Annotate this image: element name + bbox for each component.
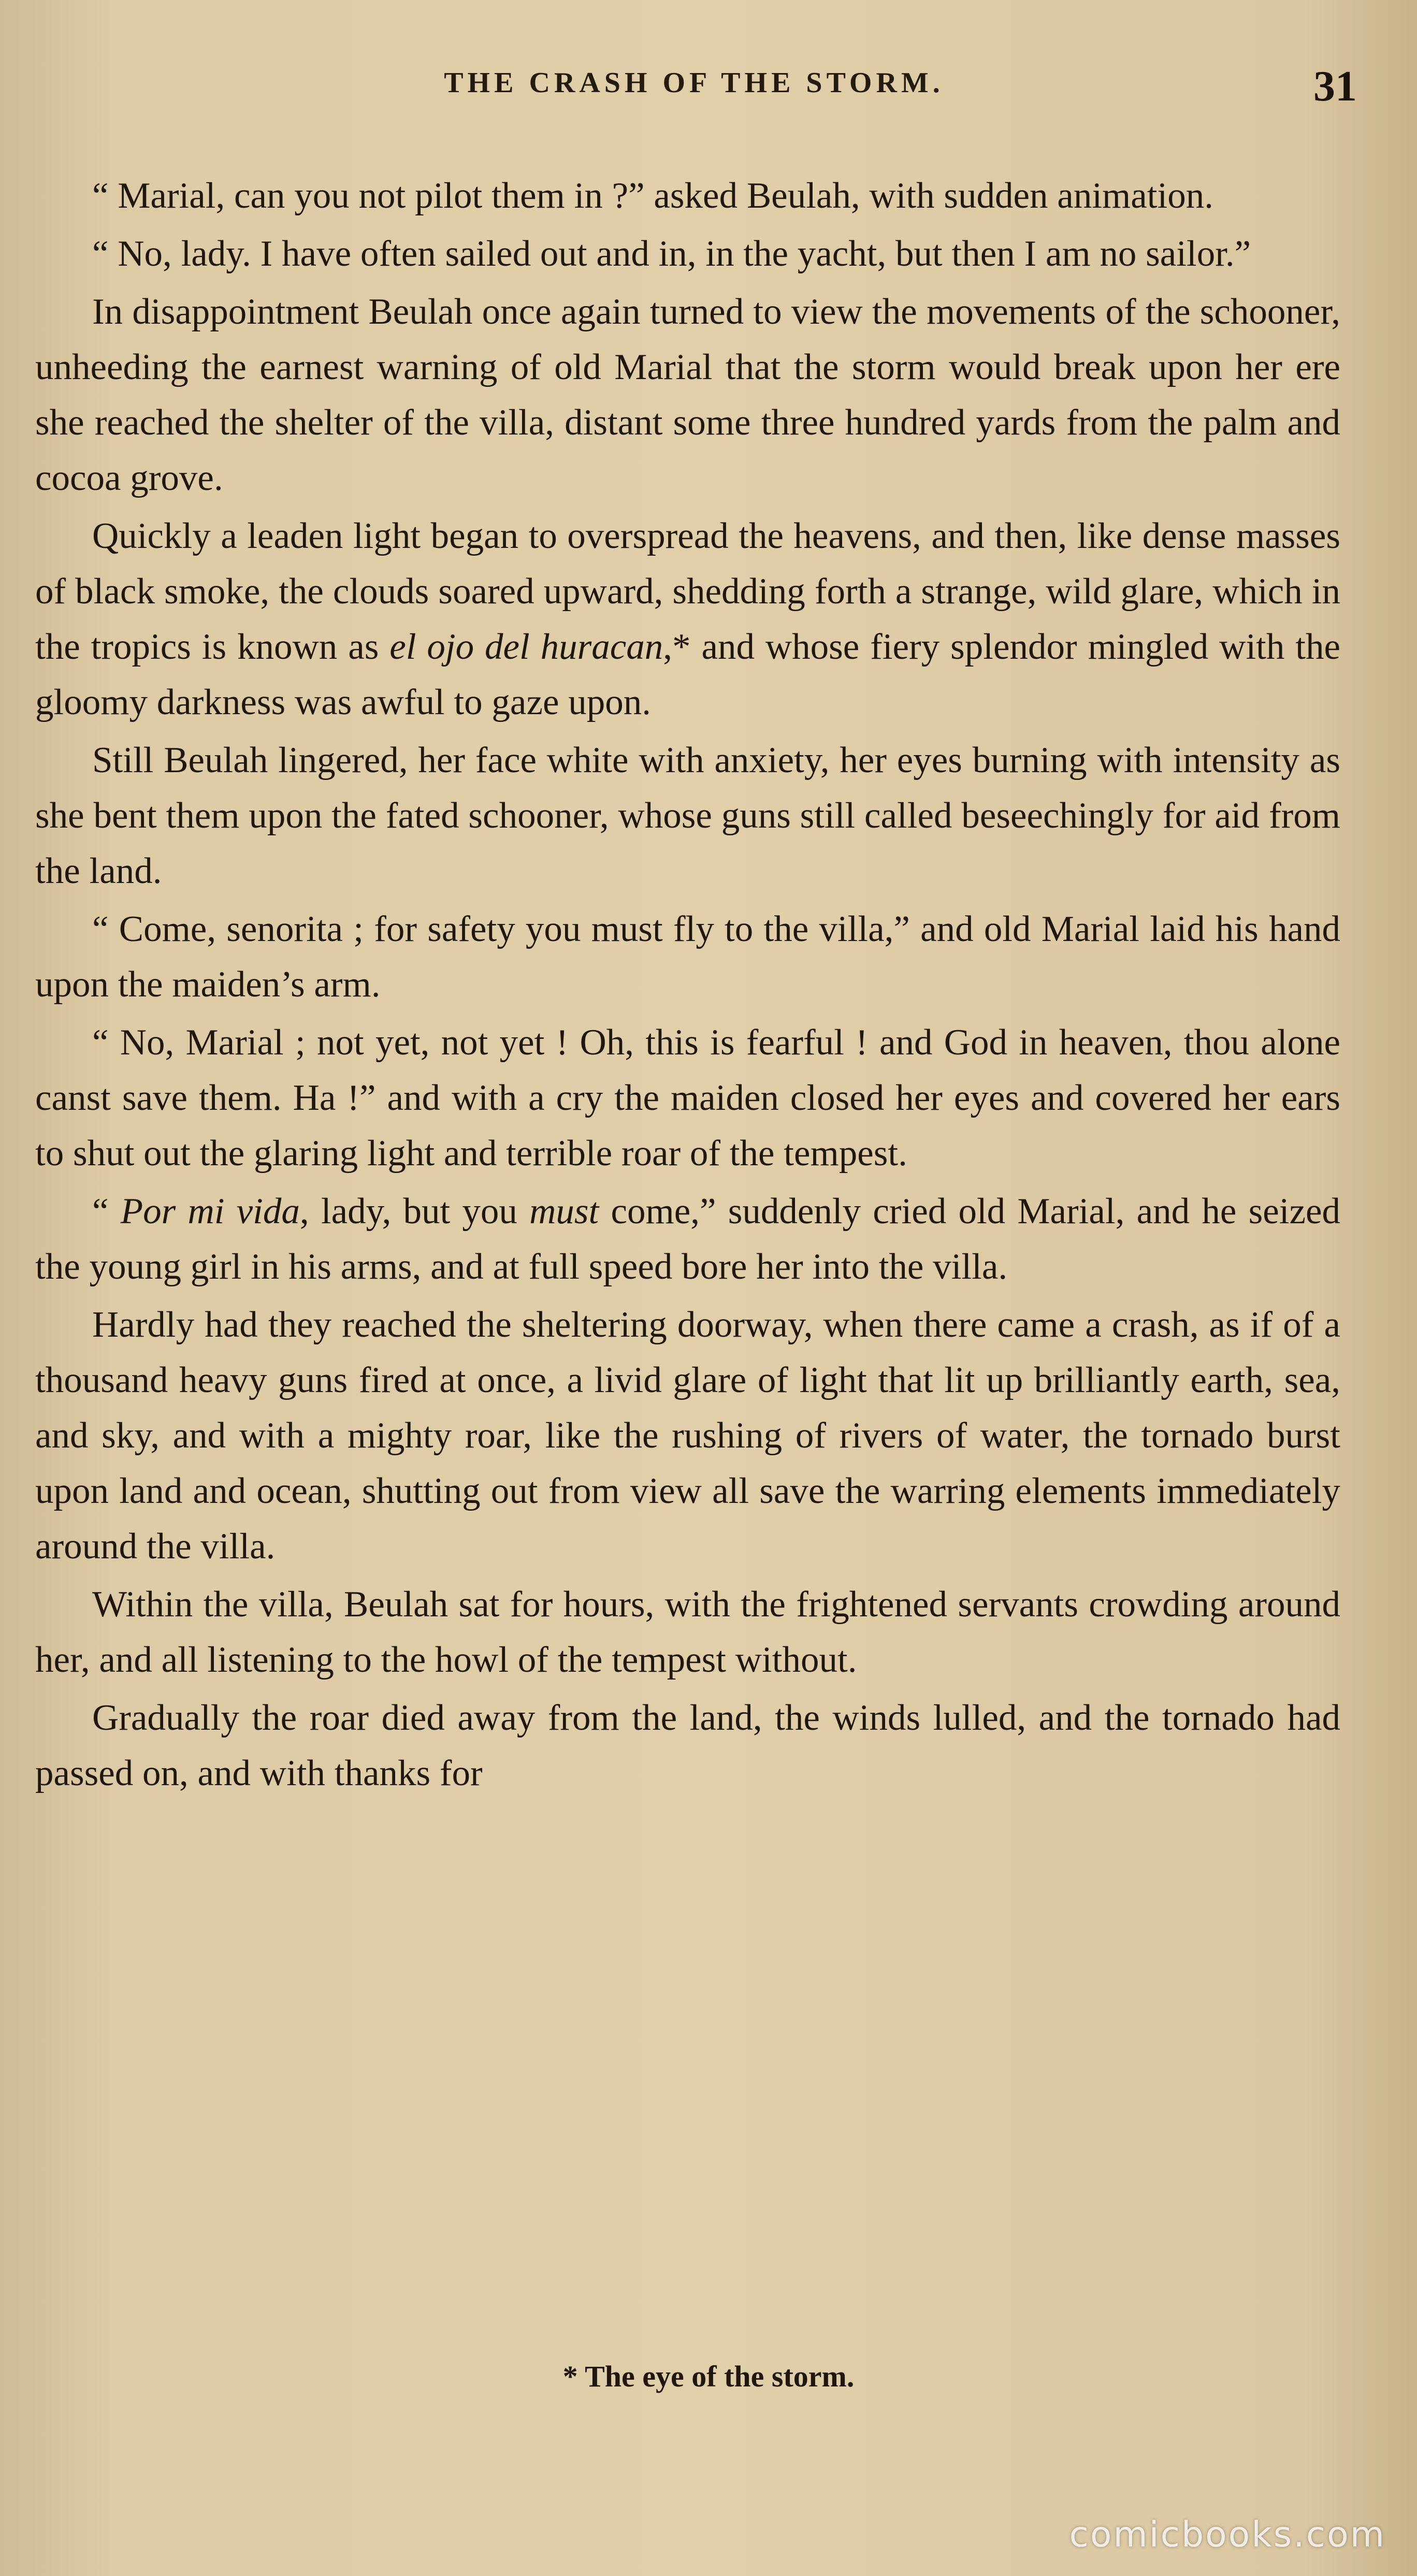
paragraph: “ Por mi vida, lady, but you must come,” suddenly cried old Marial, and he seized the young girl in his arms, and at full speed bore her into the villa. (35, 1191, 1340, 1287)
paragraph: In disappointment Beulah once again turned to view the movements of the schooner, unheeding the earnest warning of old Marial that the storm would break upon her ere she reached the shelter of the villa, distant some three hundred yards from the palm and cocoa grove. (35, 292, 1340, 498)
page-number: 31 (1313, 62, 1357, 110)
paragraph: “ No, Marial ; not yet, not yet ! Oh, this is fearful ! and God in heaven, thou alone canst save them. Ha !” and with a cry the maiden closed her eyes and covered her ears to shut out the glaring light and terrible roar of the tempest. (35, 1022, 1340, 1174)
paragraph: Gradually the roar died away from the land, the winds lulled, and the tornado had passed on, and with thanks for (35, 1698, 1340, 1793)
paragraph: Still Beulah lingered, her face white with anxiety, her eyes burning with intensity as she bent them upon the fated schooner, whose guns still called beseechingly for aid from the land. (35, 740, 1340, 891)
paragraph: Quickly a leaden light began to overspread the heavens, and then, like dense masses of black smoke, the clouds soared upward, shedding forth a strange, wild glare, which in the tropics is known as el ojo del huracan,* and whose fiery splendor mingled with the gloomy darkness was awful to gaze upon. (35, 516, 1340, 722)
body-text (35, 168, 1340, 1804)
paragraph: “ Marial, can you not pilot them in ?” asked Beulah, with sudden animation. (92, 176, 1213, 216)
paragraph: “ No, lady. I have often sailed out and in, in the yacht, but then I am no sailor.” (92, 234, 1251, 274)
paragraph: “ Come, senorita ; for safety you must fly to the villa,” and old Marial laid his hand upon the maiden’s arm. (35, 909, 1340, 1005)
page-header (31, 61, 1357, 118)
running-head: THE CRASH OF THE STORM. (444, 67, 944, 99)
paragraph: Within the villa, Beulah sat for hours, with the frightened servants crowding around her, and all listening to the howl of the tempest without. (35, 1584, 1340, 1680)
paragraph: Hardly had they reached the sheltering doorway, when there came a crash, as if of a thousand heavy guns fired at once, a livid glare of light that lit up brilliantly earth, sea, and sky, and with a mighty roar, like the rushing of rivers of water, the tornado burst upon land and ocean, shutting out from view all save the warring elements immediately around the villa. (35, 1305, 1340, 1567)
watermark: comicbooks.com (1069, 2514, 1386, 2555)
footnote: * The eye of the storm. (562, 2360, 855, 2393)
